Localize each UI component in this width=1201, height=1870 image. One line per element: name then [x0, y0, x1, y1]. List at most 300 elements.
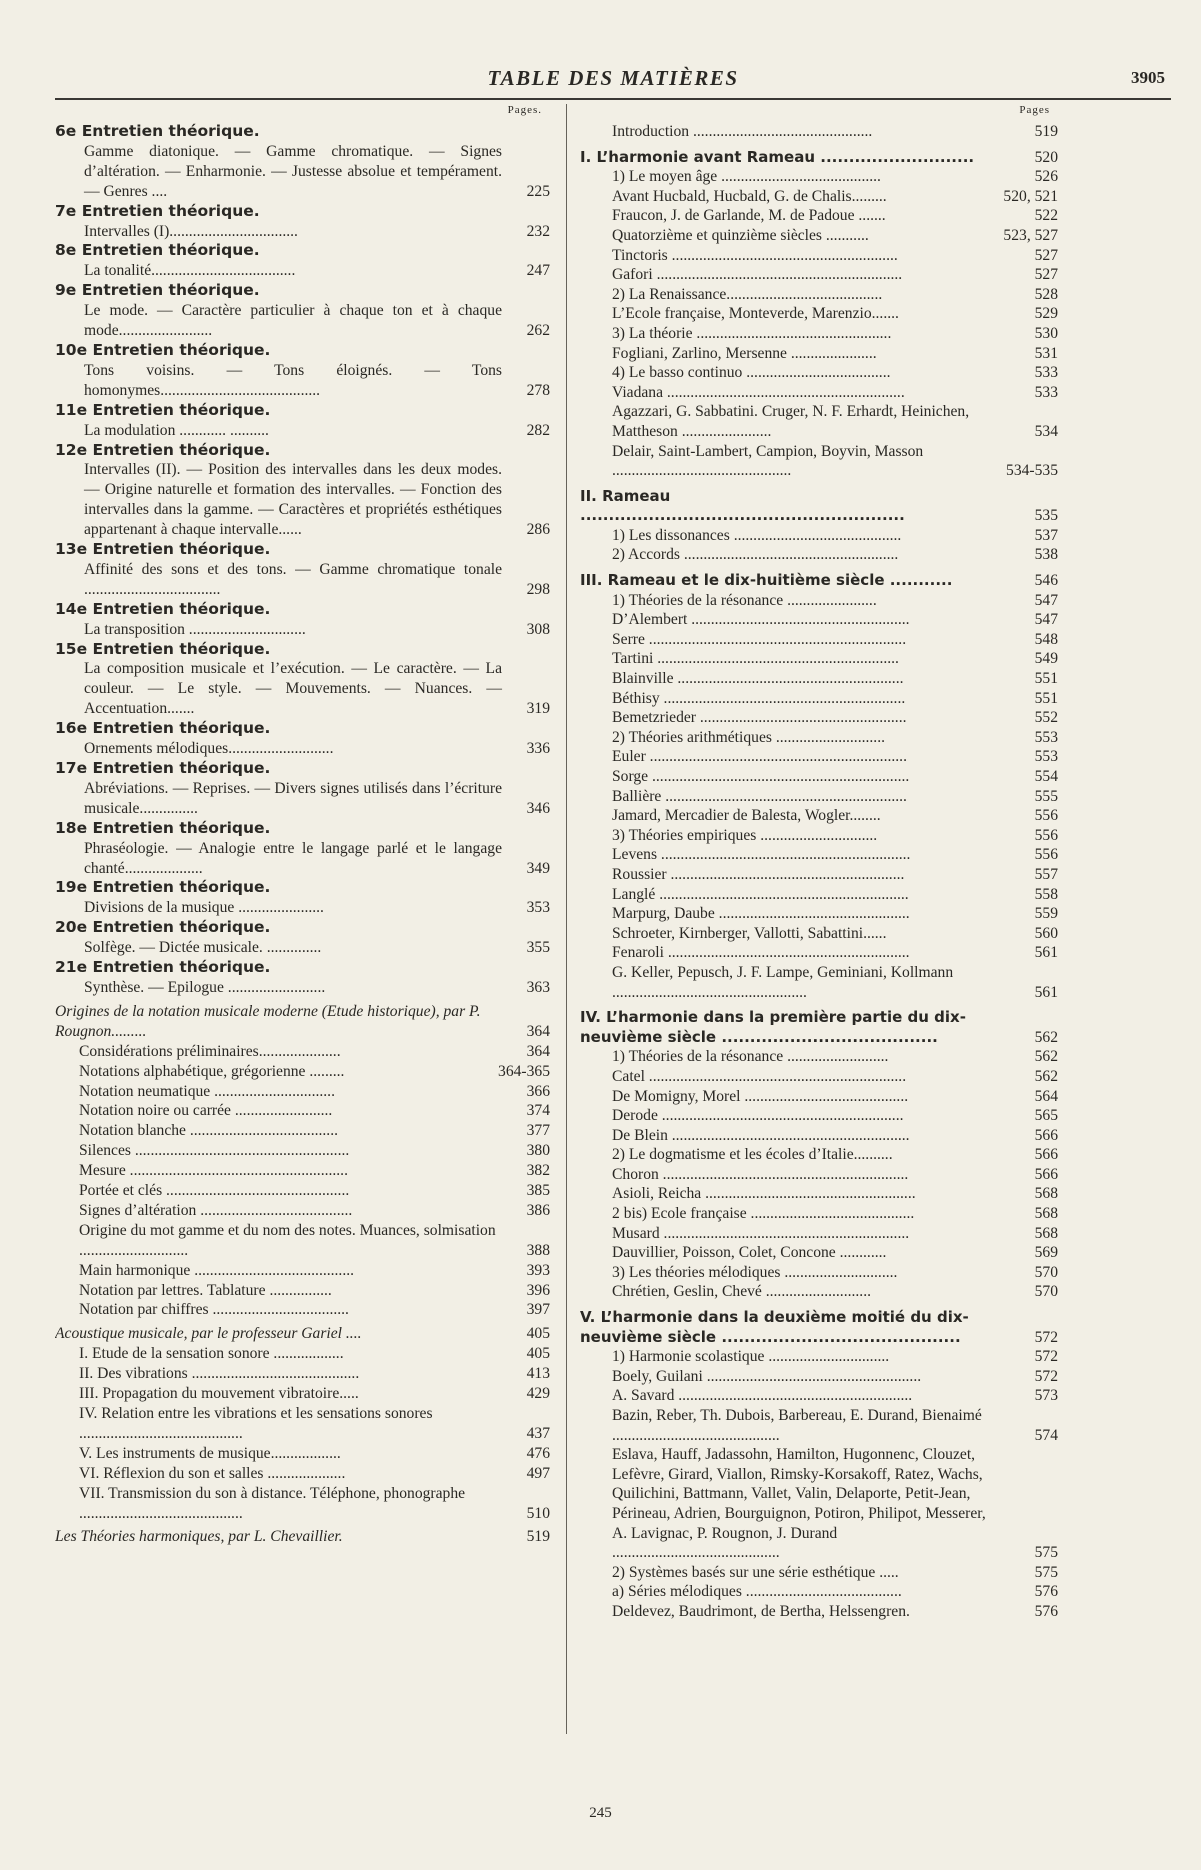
toc-entry [580, 708, 1058, 728]
entry-text: Deldevez, Baudrimont, de Bertha, Helssengren. [612, 1602, 910, 1620]
entry-text: V. Les instruments de musique.................. [79, 1444, 341, 1462]
entry-text: Solfège. — Dictée musicale. .............. [84, 939, 322, 957]
page-ref: 437 [526, 1424, 550, 1442]
page-ref: 346 [526, 799, 550, 817]
page-ref: 534-535 [1006, 462, 1058, 480]
entry-text: II. Des vibrations ........................................... [79, 1365, 360, 1383]
entry-text: Mesure ........................................................ [79, 1162, 348, 1180]
entry-text: Considérations préliminaires..................... [79, 1042, 341, 1060]
entry-text: Acoustique musicale, par le professeur Gariel .... [55, 1325, 362, 1343]
toc-entry [580, 1282, 1058, 1302]
entry-text: 16e Entretien théorique. [55, 719, 271, 738]
toc-entry [580, 167, 1058, 187]
toc-entry [55, 998, 550, 1042]
running-header [55, 62, 1171, 100]
page-ref: 386 [526, 1201, 550, 1219]
entry-text: 1) Théories de la résonance ....................... [612, 591, 877, 609]
page-ref: 247 [526, 262, 550, 280]
entry-text: Boely, Guilani ....................................................... [612, 1367, 922, 1385]
entry-text: II. Rameau ......................................................... [580, 486, 905, 525]
toc-entry [55, 978, 550, 998]
entry-text: Le mode. — Caractère particulier à chaque ton et à chaque mode........................ [84, 302, 502, 340]
toc-entry [55, 739, 550, 759]
entry-text: VII. Transmission du son à distance. Téléphone, phonographe .......................................... [79, 1484, 466, 1522]
toc-entry [580, 481, 1058, 526]
toc-entry [55, 1364, 550, 1384]
entry-text: A. Savard ............................................................ [612, 1387, 913, 1405]
entry-text: Gafori ............................................................... [612, 266, 903, 284]
entry-text: Catel .................................................................. [612, 1067, 907, 1085]
page-number: 3905 [1131, 68, 1165, 87]
entry-text: Choron ............................................................... [612, 1165, 909, 1183]
page-ref: 562 [1034, 1067, 1058, 1085]
entry-text: 8e Entretien théorique. [55, 241, 260, 260]
entry-text: Gamme diatonique. — Gamme chromatique. — Signes d’altération. — Enharmonie. — Justesse absolue et tempérament. — Genres .... [84, 142, 502, 200]
page-ref: 549 [1034, 650, 1058, 668]
page-ref: 572 [1034, 1367, 1058, 1385]
toc-entry [55, 142, 550, 202]
toc-entry [580, 1347, 1058, 1367]
toc-entry [55, 540, 550, 560]
toc-entry [580, 187, 1058, 207]
toc-entry [55, 401, 550, 421]
page-ref: 534 [1034, 422, 1058, 440]
page-ref: 546 [1034, 572, 1058, 590]
toc-entry [580, 324, 1058, 344]
toc-entry [580, 1145, 1058, 1165]
page-ref: 405 [526, 1325, 550, 1343]
toc-entry [580, 591, 1058, 611]
entry-text: Dauvillier, Poisson, Colet, Concone ............ [612, 1244, 887, 1262]
entry-text: Quatorzième et quinzième siècles ........... [612, 226, 869, 244]
entry-text: De Blein ............................................................. [612, 1126, 910, 1144]
toc-entry [55, 719, 550, 739]
entry-text: Béthisy .............................................................. [612, 689, 906, 707]
page-ref: 393 [526, 1261, 550, 1279]
page-ref: 575 [1034, 1544, 1058, 1562]
toc-entry [55, 1384, 550, 1404]
entry-text: Euler .................................................................. [612, 748, 907, 766]
right-column [580, 104, 1058, 1622]
entry-text: 6e Entretien théorique. [55, 122, 260, 140]
entry-text: Serre .................................................................. [612, 630, 907, 648]
toc-entry [580, 787, 1058, 807]
entry-text: 2) Théories arithmétiques ............................ [612, 728, 885, 746]
page-ref: 397 [526, 1301, 550, 1319]
toc-entry [55, 222, 550, 242]
toc-entry [580, 1067, 1058, 1087]
page-ref: 537 [1034, 526, 1058, 544]
entry-text: Fenaroli .............................................................. [612, 944, 910, 962]
toc-entry [55, 659, 550, 719]
toc-entry [580, 1263, 1058, 1283]
toc-entry [55, 1221, 550, 1261]
toc-entry [580, 526, 1058, 546]
toc-entry [55, 1082, 550, 1102]
entry-text: Marpurg, Daube ................................................. [612, 905, 910, 923]
toc-entry [580, 669, 1058, 689]
page-ref: 547 [1034, 591, 1058, 609]
toc-entry [580, 363, 1058, 383]
entry-text: Main harmonique ......................................... [79, 1261, 355, 1279]
toc-entry [55, 241, 550, 261]
page-ref: 225 [526, 182, 550, 200]
page-ref: 576 [1034, 1583, 1058, 1601]
page-ref: 278 [526, 381, 550, 399]
entry-text: Ornements mélodiques........................... [84, 740, 334, 758]
entry-text: 1) Le moyen âge ......................................... [612, 168, 881, 186]
toc-entry [55, 1484, 550, 1524]
toc-entry [55, 1523, 550, 1547]
page-ref: 574 [1034, 1426, 1058, 1444]
entry-text: 1) Les dissonances ........................................... [612, 526, 902, 544]
page-ref: 553 [1034, 728, 1058, 746]
page-ref: 413 [526, 1365, 550, 1383]
entry-text: Musard ............................................................... [612, 1224, 910, 1242]
toc-entry [580, 1184, 1058, 1204]
page-ref: 522 [1034, 207, 1058, 225]
toc-entry [580, 689, 1058, 709]
entry-text: La composition musicale et l’exécution. — Le caractère. — La couleur. — Le style. — Mouvements. — Nuances. — Accentuation....... [84, 660, 502, 718]
entry-text: Chrétien, Geslin, Chevé ........................... [612, 1283, 871, 1301]
entry-text: Silences ....................................................... [79, 1142, 350, 1160]
entry-text: Sorge .................................................................. [612, 768, 910, 785]
toc-entry [55, 441, 550, 461]
entry-text: 17e Entretien théorique. [55, 759, 271, 777]
page-ref: 570 [1034, 1263, 1058, 1281]
toc-entry [580, 265, 1058, 285]
page-ref: 548 [1034, 630, 1058, 648]
entry-text: 10e Entretien théorique. [55, 340, 271, 359]
entry-text: Les Théories harmoniques, par L. Chevaillier. [55, 1528, 343, 1546]
toc-entry [580, 1204, 1058, 1224]
entry-text: Notations alphabétique, grégorienne ......... [79, 1062, 345, 1080]
entry-text: I. L’harmonie avant Rameau ........................... [580, 147, 975, 166]
toc-entry [55, 1261, 550, 1281]
page-ref: 298 [526, 580, 550, 598]
page-ref: 559 [1034, 905, 1058, 923]
toc-entry [580, 806, 1058, 826]
page-ref: 286 [526, 521, 550, 539]
page-ref: 573 [1034, 1387, 1058, 1405]
entry-text: Phraséologie. — Analogie entre le langage parlé et le langage chanté.................... [84, 839, 502, 877]
toc-entry [55, 958, 550, 978]
toc-entry [580, 1243, 1058, 1263]
entry-text: Delair, Saint-Lambert, Campion, Boyvin, Masson .............................................. [612, 442, 924, 480]
entry-text: 11e Entretien théorique. [55, 400, 271, 419]
toc-entry [55, 918, 550, 938]
toc-entry [55, 122, 550, 142]
page-ref: 569 [1034, 1244, 1058, 1262]
page-ref: 232 [526, 222, 550, 240]
toc-entry [55, 1161, 550, 1181]
pages-label: Pages [1019, 104, 1050, 116]
signature-mark: 245 [589, 1805, 612, 1821]
entry-text: 13e Entretien théorique. [55, 540, 271, 559]
column-divider [566, 104, 567, 1734]
page-ref: 551 [1034, 670, 1058, 688]
page-ref: 556 [1034, 826, 1058, 844]
toc-entry [55, 1101, 550, 1121]
page-ref: 510 [526, 1504, 550, 1522]
toc-entry [580, 630, 1058, 650]
page-ref: 364 [526, 1022, 550, 1040]
entry-text: 7e Entretien théorique. [55, 201, 260, 220]
entry-text: G. Keller, Pepusch, J. F. Lampe, Geminiani, Kollmann .................................................. [612, 963, 954, 1001]
toc-entry [55, 1444, 550, 1464]
page-ref: 527 [1034, 266, 1058, 284]
toc-entry [580, 1445, 1058, 1563]
toc-entry [580, 1386, 1058, 1406]
page-ref: 396 [526, 1281, 550, 1299]
toc-entry [55, 1300, 550, 1320]
entry-text: Ballière .............................................................. [612, 787, 907, 805]
page-ref: 527 [1034, 246, 1058, 264]
toc-entry [580, 1002, 1058, 1047]
toc-entry [55, 898, 550, 918]
entry-text: Tinctoris .......................................................... [612, 246, 898, 264]
entry-text: Intervalles (II). — Position des intervalles dans les deux modes. — Origine naturelle et formation des intervalles. — Fonction des intervalles dans la gamme. — Caractères et propriétés esthétiques appartenant à chaque intervalle...... [84, 461, 502, 539]
page-ref: 533 [1034, 383, 1058, 401]
toc-entry [580, 226, 1058, 246]
entry-text: Notation blanche ...................................... [79, 1122, 338, 1140]
page-ref: 562 [1034, 1028, 1058, 1046]
entry-text: 21e Entretien théorique. [55, 958, 271, 977]
entry-text: Agazzari, G. Sabbatini. Cruger, N. F. Erhardt, Heinichen, Mattheson ....................... [612, 403, 970, 440]
toc-entry [55, 878, 550, 898]
entry-text: 2 bis) Ecole française .......................................... [612, 1205, 915, 1223]
toc-entry [580, 845, 1058, 865]
entry-text: Asioli, Reicha ...................................................... [612, 1185, 916, 1203]
page-ref: 568 [1034, 1205, 1058, 1223]
page-ref: 385 [526, 1182, 550, 1200]
toc-entry [580, 728, 1058, 748]
toc-entry [580, 402, 1058, 441]
toc-entry [55, 560, 550, 600]
page-ref: 336 [526, 740, 550, 758]
page-ref: 538 [1034, 546, 1058, 564]
page-ref: 552 [1034, 709, 1058, 727]
toc-entry [580, 963, 1058, 1002]
toc-entry [580, 610, 1058, 630]
page-ref: 380 [526, 1142, 550, 1160]
page-ref: 355 [526, 939, 550, 957]
entry-text: 3) Théories empiriques .............................. [612, 826, 878, 844]
toc-entry [55, 819, 550, 839]
page-ref: 572 [1034, 1348, 1058, 1366]
toc-entry [55, 1281, 550, 1301]
page-ref: 570 [1034, 1283, 1058, 1301]
toc-entry [55, 1062, 550, 1082]
entry-text: Roussier ............................................................ [612, 865, 905, 883]
toc-entry [580, 1602, 1058, 1622]
toc-entry [55, 1121, 550, 1141]
page-ref: 572 [1034, 1328, 1058, 1346]
entry-text: III. Rameau et le dix-huitième siècle ........... [580, 571, 953, 590]
entry-text: 2) La Renaissance........................................ [612, 285, 883, 303]
entry-text: Introduction .............................................. [612, 123, 873, 140]
toc-entry [580, 304, 1058, 324]
entry-text: Bemetzrieder ..................................................... [612, 709, 907, 727]
entry-text: La tonalité..................................... [84, 262, 296, 280]
page-ref: 476 [526, 1444, 550, 1462]
toc-entry [580, 344, 1058, 364]
page-ref: 560 [1034, 924, 1058, 942]
entry-text: 20e Entretien théorique. [55, 918, 271, 937]
page-ref: 526 [1034, 168, 1058, 186]
entry-text: 3) La théorie .................................................. [612, 324, 892, 342]
page-ref: 523, 527 [1003, 226, 1058, 244]
page-ref: 374 [526, 1102, 550, 1120]
toc-entry [580, 1165, 1058, 1185]
toc-entry [580, 545, 1058, 565]
entry-text: Abréviations. — Reprises. — Divers signes utilisés dans l’écriture musicale............... [84, 779, 502, 817]
entry-text: 12e Entretien théorique. [55, 440, 271, 459]
toc-entry [55, 1042, 550, 1062]
entry-text: Divisions de la musique ...................... [84, 899, 324, 917]
page-ref: 382 [526, 1162, 550, 1180]
entry-text: Origine du mot gamme et du nom des notes. Muances, solmisation ............................ [79, 1221, 496, 1259]
entry-text: 2) Systèmes basés sur une série esthétique ..... [612, 1563, 899, 1581]
toc-entry [580, 1126, 1058, 1146]
toc-entry [55, 301, 550, 341]
page-ref: 282 [526, 421, 550, 439]
page-ref: 497 [526, 1464, 550, 1482]
toc-entry [55, 1201, 550, 1221]
toc-entry [55, 341, 550, 361]
toc-entry [55, 600, 550, 620]
entry-text: IV. Relation entre les vibrations et les sensations sonores .......................................... [79, 1405, 433, 1442]
toc-entry [55, 281, 550, 301]
toc-entry [580, 142, 1058, 168]
page-ref: 533 [1034, 364, 1058, 382]
page-ref: 556 [1034, 807, 1058, 825]
page-ref: 388 [526, 1241, 550, 1259]
entry-text: V. L’harmonie dans la deuxième moitié du dix-neuvième siècle .......................................... [580, 1308, 969, 1346]
entry-text: De Momigny, Morel .......................................... [612, 1087, 909, 1105]
toc-entry [55, 620, 550, 640]
page-ref: 349 [526, 859, 550, 877]
page-ref: 562 [1034, 1048, 1058, 1066]
toc-entry [55, 640, 550, 660]
toc-entry [580, 767, 1058, 787]
page-ref: 364 [526, 1042, 550, 1060]
page-ref: 530 [1034, 324, 1058, 342]
page-ref: 557 [1034, 865, 1058, 883]
entry-text: Portée et clés ............................................... [79, 1182, 350, 1200]
toc-entry [580, 943, 1058, 963]
toc-entry [580, 1224, 1058, 1244]
entry-text: VI. Réflexion du son et salles .................... [79, 1464, 346, 1482]
page-ref: 576 [1034, 1602, 1058, 1620]
page-ref: 364-365 [498, 1062, 550, 1080]
page-ref: 568 [1034, 1224, 1058, 1242]
toc-entry [580, 122, 1058, 142]
entry-text: Eslava, Hauff, Jadassohn, Hamilton, Hugonnenc, Clouzet, Lefèvre, Girard, Viallon, Rimsky-Korsakoff, Ratez, Wachs, Quilichini, Battmann, Vallet, Valin, Delaporte, Petit-Jean, Périneau, Adrien, Bourguignon, Potiron, Philipot, Messerer, A. Lavignac, P. Rougnon, J. Durand ........................................... [612, 1446, 986, 1562]
entry-text: 1) Théories de la résonance .......................... [612, 1048, 889, 1066]
toc-entry [55, 460, 550, 540]
entry-text: Origines de la notation musicale moderne (Etude historique), par P. Rougnon......... [55, 1002, 481, 1040]
toc-entry [580, 1406, 1058, 1445]
page-ref: 564 [1034, 1087, 1058, 1105]
toc-entry [580, 649, 1058, 669]
toc-entry [580, 246, 1058, 266]
entry-text: L’Ecole française, Monteverde, Marenzio....... [612, 305, 899, 323]
toc-entry [580, 1087, 1058, 1107]
toc-entry [580, 885, 1058, 905]
toc-entry [55, 1404, 550, 1444]
page-ref: 566 [1034, 1146, 1058, 1164]
page-ref: 308 [526, 620, 550, 638]
entry-text: 15e Entretien théorique. [55, 639, 271, 658]
entry-text: 2) Le dogmatisme et les écoles d’Italie.......... [612, 1146, 893, 1164]
toc-entry [580, 865, 1058, 885]
entry-text: La modulation ............ .......... [84, 421, 269, 439]
toc-entry [580, 1582, 1058, 1602]
entry-text: D’Alembert ........................................................ [612, 611, 910, 629]
page-ref: 556 [1034, 846, 1058, 864]
toc-entry [580, 1563, 1058, 1583]
toc-entry [580, 383, 1058, 403]
entry-text: Viadana ............................................................. [612, 383, 905, 401]
entry-text: Fraucon, J. de Garlande, M. de Padoue ....... [612, 207, 886, 225]
entry-text: a) Séries mélodiques ........................................ [612, 1583, 902, 1601]
entry-text: Notation par lettres. Tablature ................ [79, 1281, 332, 1299]
left-column [55, 104, 550, 1547]
page-ref: 566 [1034, 1126, 1058, 1144]
toc-entry [55, 1181, 550, 1201]
entry-text: 18e Entretien théorique. [55, 818, 271, 837]
toc-entry [580, 1367, 1058, 1387]
page-ref: 353 [526, 899, 550, 917]
toc-entry [55, 421, 550, 441]
entry-text: 4) Le basso continuo ..................................... [612, 364, 891, 382]
toc-entry [55, 202, 550, 222]
page-ref: 319 [526, 700, 550, 718]
toc-entry [55, 779, 550, 819]
pages-label: Pages. [507, 104, 542, 116]
page-ref: 520 [1034, 148, 1058, 166]
page-ref: 566 [1034, 1165, 1058, 1183]
toc-entry [580, 924, 1058, 944]
entry-text: 2) Accords ....................................................... [612, 546, 899, 564]
running-title: TABLE DES MATIÈRES [487, 66, 739, 90]
toc-entry [55, 361, 550, 401]
toc-entry [580, 747, 1058, 767]
toc-entry [55, 839, 550, 879]
entry-text: 9e Entretien théorique. [55, 281, 260, 300]
toc-entry [55, 1344, 550, 1364]
toc-entry [580, 826, 1058, 846]
page-ref: 363 [526, 978, 550, 996]
entry-text: La transposition .............................. [84, 620, 306, 638]
page-ref: 520, 521 [1003, 187, 1058, 205]
toc-entry [55, 261, 550, 281]
page-ref: 553 [1034, 748, 1058, 766]
toc-entry [580, 565, 1058, 591]
page-ref: 377 [526, 1122, 550, 1140]
entry-text: Derode .............................................................. [612, 1107, 904, 1125]
toc-entry [580, 285, 1058, 305]
toc-entry [580, 1047, 1058, 1067]
page-ref: 558 [1034, 885, 1058, 903]
page-ref: 429 [526, 1385, 550, 1403]
entry-text: Affinité des sons et des tons. — Gamme chromatique tonale ................................... [84, 560, 502, 598]
entry-text: Notation par chiffres ................................... [79, 1301, 349, 1319]
entry-text: Notation neumatique ............................... [79, 1082, 335, 1100]
entry-text: Intervalles (I)................................. [84, 222, 298, 240]
entry-text: 14e Entretien théorique. [55, 599, 271, 618]
